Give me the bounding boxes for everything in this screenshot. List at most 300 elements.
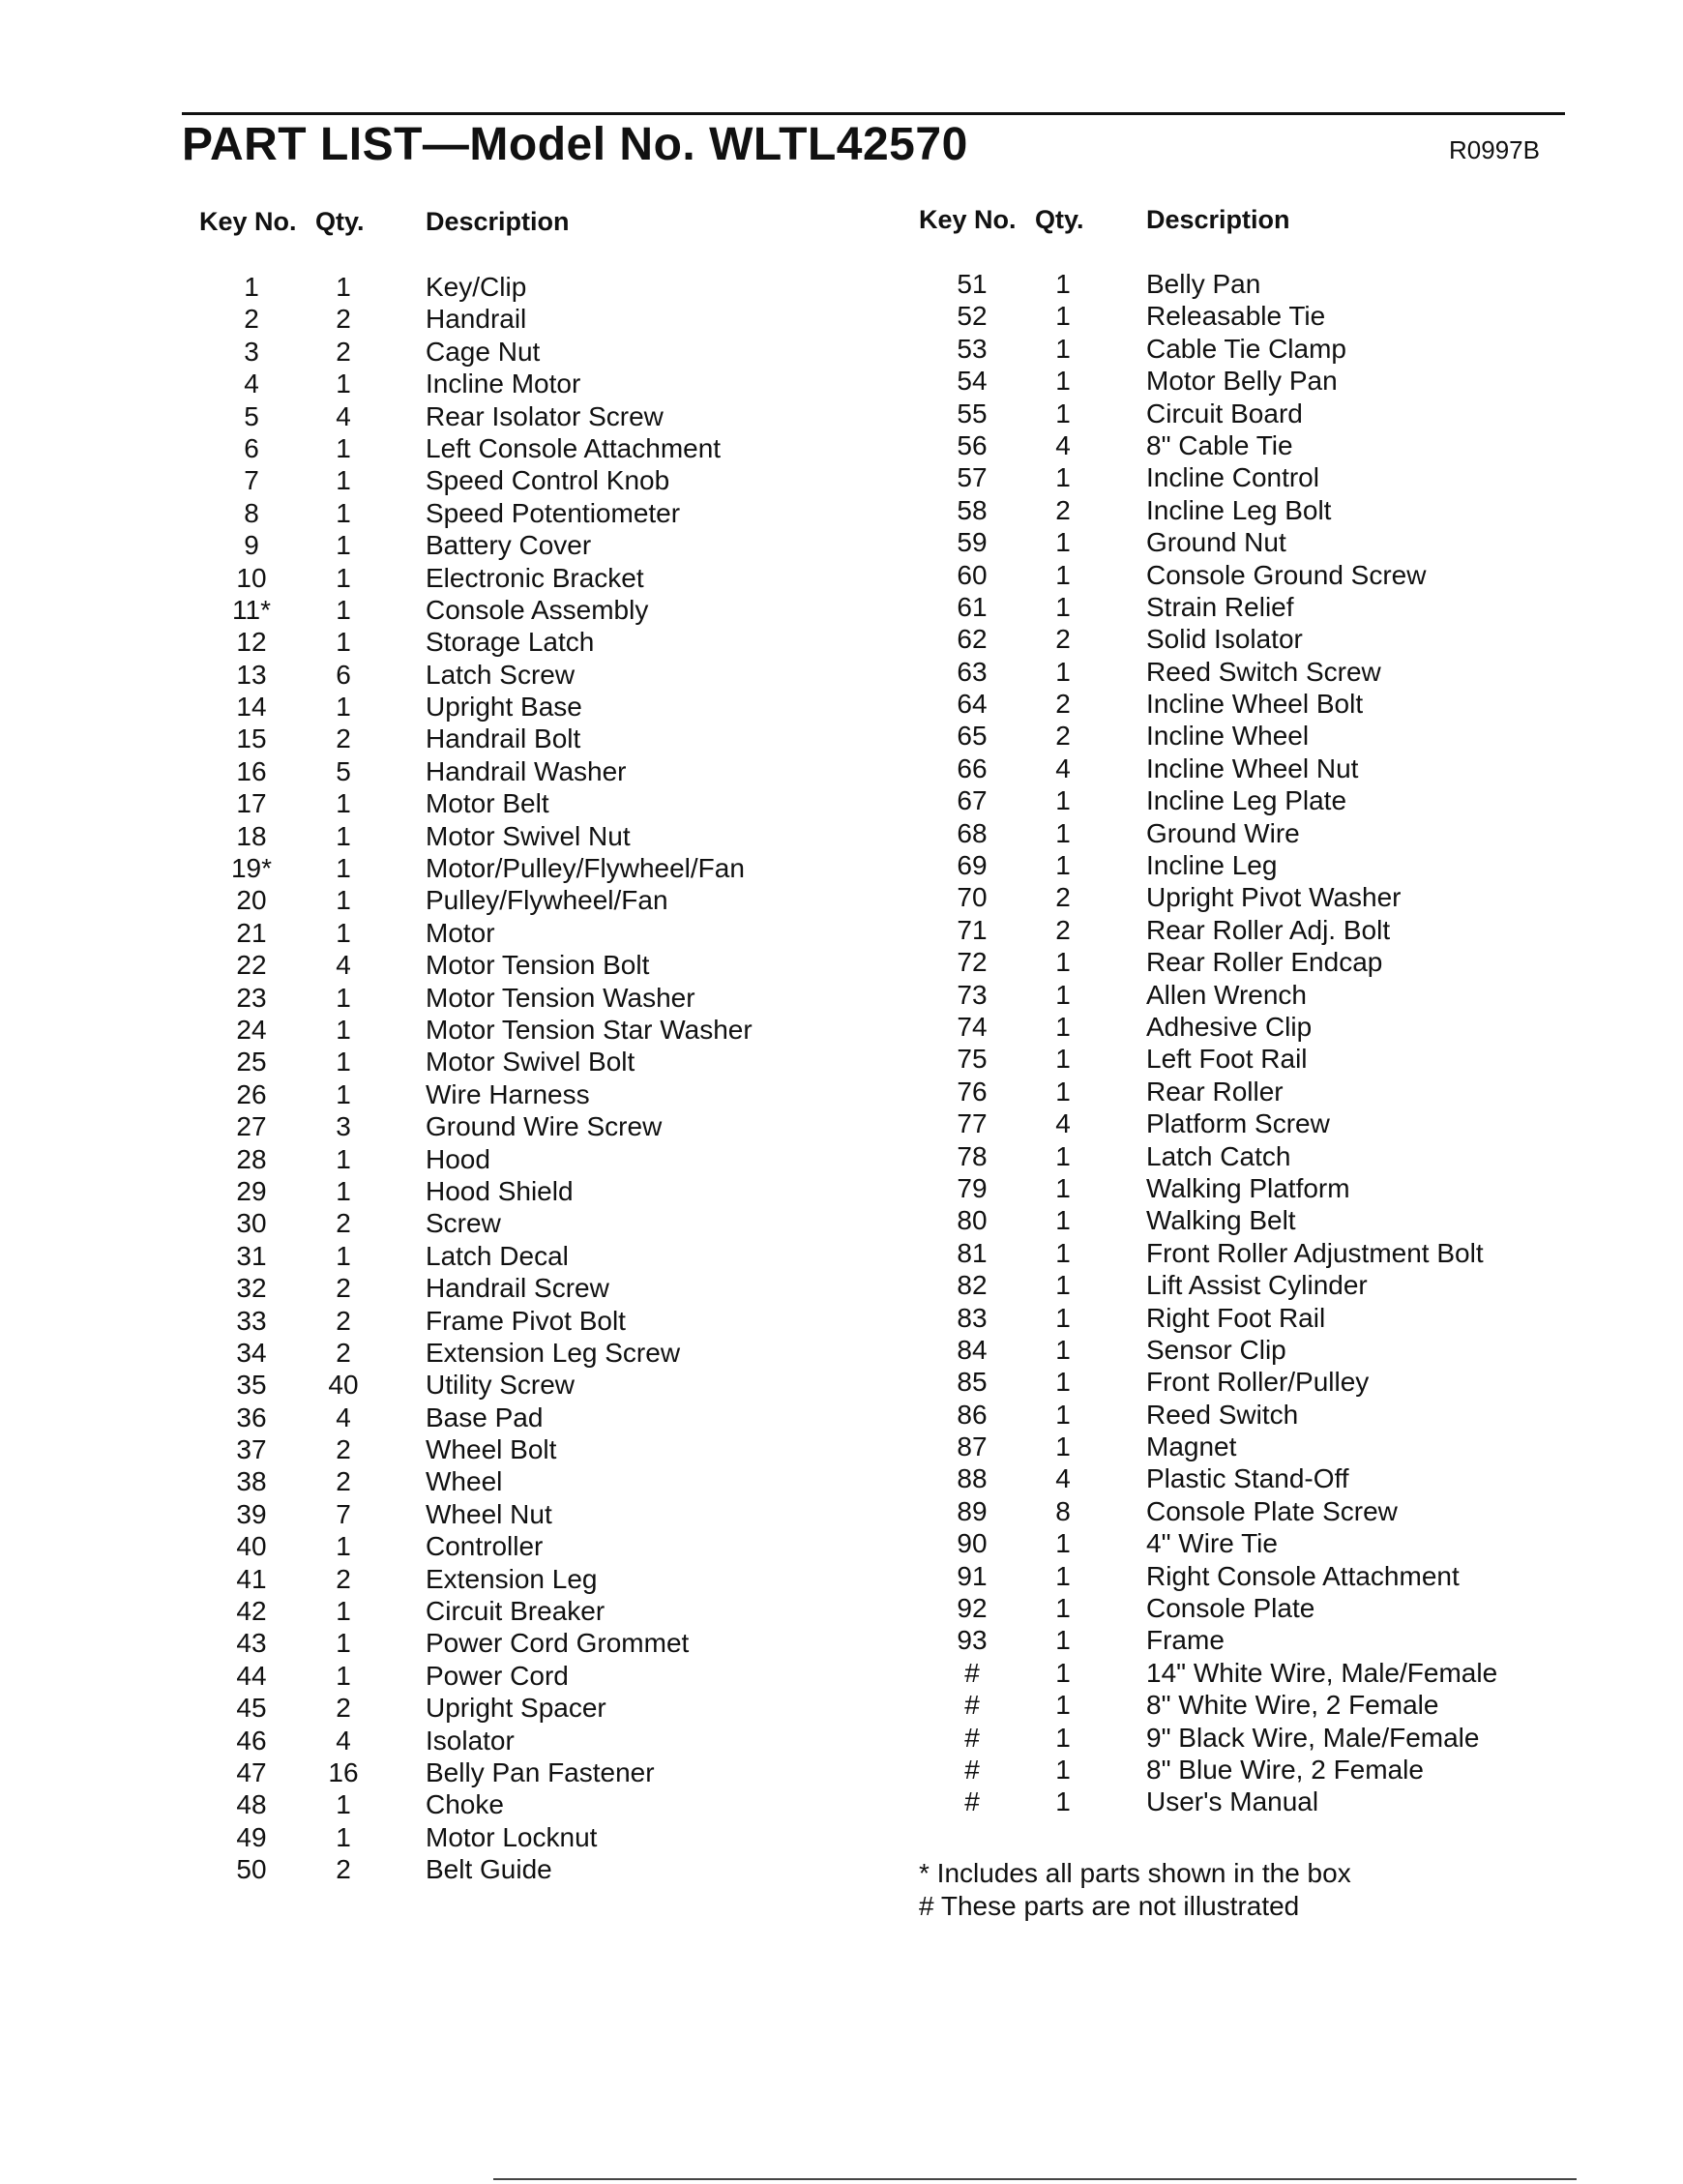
part-key-no: 78 xyxy=(957,1140,988,1171)
part-row xyxy=(842,1172,1683,1204)
part-description: Releasable Tie xyxy=(1146,301,1326,332)
part-key-no: 5 xyxy=(244,400,259,431)
part-row xyxy=(0,787,842,819)
part-description: Sensor Clip xyxy=(1146,1334,1286,1365)
part-key-no: 23 xyxy=(236,982,267,1013)
part-description: Extension Leg xyxy=(426,1563,598,1594)
part-description: Latch Decal xyxy=(426,1240,569,1271)
part-qty: 8 xyxy=(1055,1495,1071,1526)
part-key-no: # xyxy=(964,1722,980,1753)
part-description: Incline Leg Plate xyxy=(1146,785,1347,816)
part-qty: 1 xyxy=(336,1821,351,1852)
part-qty: 1 xyxy=(1055,1367,1071,1398)
part-key-no: 80 xyxy=(957,1205,988,1236)
part-key-no: 72 xyxy=(957,947,988,978)
part-description: Belly Pan Fastener xyxy=(426,1756,655,1787)
part-qty: 1 xyxy=(1055,656,1071,687)
part-key-no: 10 xyxy=(236,562,267,593)
part-row xyxy=(842,1657,1683,1689)
part-key-no: 22 xyxy=(236,950,267,981)
part-description: Speed Potentiometer xyxy=(426,497,681,528)
part-description: 14" White Wire, Male/Female xyxy=(1146,1657,1498,1688)
part-description: Incline Control xyxy=(1146,462,1319,493)
top-rule xyxy=(182,112,1565,115)
part-row xyxy=(842,1560,1683,1592)
part-qty: 1 xyxy=(336,272,351,302)
part-qty: 1 xyxy=(336,627,351,658)
part-row xyxy=(842,656,1683,688)
part-description: Upright Base xyxy=(426,692,582,723)
part-key-no: 2 xyxy=(244,304,259,335)
part-qty: 1 xyxy=(336,594,351,625)
part-description: Platform Screw xyxy=(1146,1108,1330,1139)
part-description: Utility Screw xyxy=(426,1370,576,1401)
part-key-no: 48 xyxy=(236,1789,267,1820)
part-row xyxy=(0,1240,842,1272)
part-description: Upright Pivot Washer xyxy=(1146,882,1402,913)
part-row xyxy=(0,1014,842,1046)
part-description: Front Roller Adjustment Bolt xyxy=(1146,1237,1484,1268)
part-description: Incline Wheel xyxy=(1146,721,1310,752)
part-row xyxy=(842,429,1683,461)
part-key-no: 70 xyxy=(957,882,988,913)
part-description: Screw xyxy=(426,1208,501,1239)
part-description: Incline Wheel Bolt xyxy=(1146,689,1364,720)
part-description: Motor Tension Star Washer xyxy=(426,1014,753,1045)
part-qty: 1 xyxy=(1055,1625,1071,1656)
part-key-no: 52 xyxy=(957,301,988,332)
part-qty: 1 xyxy=(336,1175,351,1206)
part-description: Upright Spacer xyxy=(426,1693,606,1724)
part-key-no: 90 xyxy=(957,1528,988,1559)
part-row xyxy=(842,591,1683,623)
part-description: Key/Clip xyxy=(426,272,527,302)
part-key-no: 71 xyxy=(957,914,988,945)
part-qty: 1 xyxy=(336,820,351,851)
part-row xyxy=(842,688,1683,720)
part-description: Handrail Bolt xyxy=(426,723,581,754)
part-qty: 1 xyxy=(336,885,351,916)
part-description: Front Roller/Pulley xyxy=(1146,1367,1370,1398)
part-row xyxy=(842,623,1683,655)
part-qty: 1 xyxy=(1055,947,1071,978)
part-description: Ground Wire Screw xyxy=(426,1111,663,1142)
part-qty: 1 xyxy=(1055,1044,1071,1075)
part-qty: 4 xyxy=(336,400,351,431)
part-row xyxy=(0,884,842,916)
part-qty: 4 xyxy=(336,1402,351,1432)
part-key-no: 76 xyxy=(957,1076,988,1107)
part-qty: 1 xyxy=(336,1240,351,1271)
part-row xyxy=(842,1204,1683,1236)
part-qty: 1 xyxy=(1055,269,1071,299)
part-row xyxy=(0,723,842,754)
part-row xyxy=(842,720,1683,752)
part-qty: 1 xyxy=(336,692,351,723)
part-qty: 1 xyxy=(1055,1237,1071,1268)
part-qty: 1 xyxy=(1055,1011,1071,1042)
part-key-no: 69 xyxy=(957,850,988,881)
part-key-no: 45 xyxy=(236,1693,267,1724)
part-qty: 1 xyxy=(1055,1431,1071,1462)
part-description: Right Foot Rail xyxy=(1146,1302,1326,1333)
part-qty: 1 xyxy=(336,432,351,463)
part-key-no: # xyxy=(964,1786,980,1817)
part-qty: 2 xyxy=(336,723,351,754)
part-description: Latch Catch xyxy=(1146,1140,1291,1171)
part-key-no: 33 xyxy=(236,1305,267,1336)
part-key-no: 3 xyxy=(244,336,259,367)
part-description: Rear Roller Endcap xyxy=(1146,947,1383,978)
page-title: PART LIST—Model No. WLTL42570 xyxy=(182,119,968,170)
left-qty-header: Qty. xyxy=(315,207,365,236)
part-row xyxy=(0,626,842,658)
part-qty: 1 xyxy=(1055,1334,1071,1365)
part-qty: 1 xyxy=(1055,1754,1071,1785)
part-row xyxy=(0,1402,842,1433)
part-description: Incline Wheel Nut xyxy=(1146,753,1359,783)
part-row xyxy=(0,755,842,787)
part-key-no: 11* xyxy=(232,594,271,625)
part-description: Wire Harness xyxy=(426,1078,590,1109)
part-qty: 1 xyxy=(1055,1593,1071,1624)
part-qty: 1 xyxy=(336,530,351,561)
part-qty: 2 xyxy=(1055,689,1071,720)
part-key-no: 4 xyxy=(244,369,259,399)
part-qty: 1 xyxy=(1055,1560,1071,1591)
part-description: Circuit Board xyxy=(1146,398,1303,428)
part-key-no: 47 xyxy=(236,1756,267,1787)
part-qty: 2 xyxy=(336,304,351,335)
part-description: Controller xyxy=(426,1531,544,1562)
part-key-no: 15 xyxy=(236,723,267,754)
part-row xyxy=(842,1592,1683,1624)
part-description: Walking Platform xyxy=(1146,1172,1350,1203)
part-description: Console Plate xyxy=(1146,1593,1315,1624)
part-row xyxy=(842,1624,1683,1656)
part-qty: 1 xyxy=(1055,817,1071,848)
part-description: Power Cord Grommet xyxy=(426,1628,690,1659)
part-row xyxy=(0,336,842,368)
part-key-no: 79 xyxy=(957,1172,988,1203)
part-qty: 4 xyxy=(336,1725,351,1756)
part-qty: 1 xyxy=(336,1789,351,1820)
part-qty: 2 xyxy=(336,1273,351,1304)
part-row xyxy=(842,526,1683,558)
part-key-no: 31 xyxy=(236,1240,267,1271)
part-description: Rear Roller Adj. Bolt xyxy=(1146,914,1391,945)
part-row xyxy=(842,914,1683,946)
part-description: Reed Switch xyxy=(1146,1399,1299,1430)
part-key-no: 41 xyxy=(236,1563,267,1594)
part-row xyxy=(0,1305,842,1337)
part-key-no: 17 xyxy=(236,788,267,819)
part-row xyxy=(842,1462,1683,1494)
part-qty: 1 xyxy=(336,1047,351,1077)
part-row xyxy=(0,949,842,981)
part-key-no: 40 xyxy=(236,1531,267,1562)
part-description: Motor Belly Pan xyxy=(1146,366,1338,397)
part-row xyxy=(0,1337,842,1369)
part-description: Latch Screw xyxy=(426,659,576,690)
part-description: Isolator xyxy=(426,1725,515,1756)
part-row xyxy=(842,946,1683,978)
part-key-no: 12 xyxy=(236,627,267,658)
part-key-no: 73 xyxy=(957,979,988,1010)
part-row xyxy=(842,1237,1683,1269)
part-description: Solid Isolator xyxy=(1146,624,1303,655)
part-description: Motor Locknut xyxy=(426,1821,598,1852)
part-row xyxy=(0,1175,842,1207)
part-description: Motor Swivel Nut xyxy=(426,820,631,851)
part-qty: 1 xyxy=(1055,1657,1071,1688)
part-row xyxy=(842,1399,1683,1431)
part-row xyxy=(0,1692,842,1724)
part-qty: 1 xyxy=(1055,591,1071,622)
part-row xyxy=(842,1722,1683,1754)
part-key-no: 28 xyxy=(236,1143,267,1174)
part-qty: 1 xyxy=(1055,1786,1071,1817)
part-qty: 1 xyxy=(1055,785,1071,816)
part-description: Wheel Nut xyxy=(426,1498,552,1529)
part-qty: 1 xyxy=(336,497,351,528)
part-key-no: 32 xyxy=(236,1273,267,1304)
part-key-no: 51 xyxy=(957,269,988,299)
part-description: 4" Wire Tie xyxy=(1146,1528,1278,1559)
part-description: Wheel xyxy=(426,1466,503,1497)
part-key-no: 92 xyxy=(957,1593,988,1624)
part-qty: 1 xyxy=(1055,527,1071,558)
part-qty: 1 xyxy=(1055,333,1071,364)
part-qty: 1 xyxy=(1055,850,1071,881)
part-description: Plastic Stand-Off xyxy=(1146,1463,1349,1494)
part-key-no: 65 xyxy=(957,721,988,752)
part-qty: 1 xyxy=(336,562,351,593)
part-row xyxy=(842,1269,1683,1301)
part-row xyxy=(0,562,842,594)
part-row xyxy=(0,432,842,464)
part-row xyxy=(0,1563,842,1595)
part-qty: 1 xyxy=(336,1078,351,1109)
part-key-no: 49 xyxy=(236,1821,267,1852)
part-description: Console Assembly xyxy=(426,594,649,625)
part-key-no: 63 xyxy=(957,656,988,687)
part-key-no: 83 xyxy=(957,1302,988,1333)
part-key-no: 64 xyxy=(957,689,988,720)
part-key-no: 50 xyxy=(236,1854,267,1885)
part-qty: 1 xyxy=(336,465,351,496)
part-qty: 2 xyxy=(336,1693,351,1724)
right-description-header: Description xyxy=(1146,205,1290,234)
part-qty: 1 xyxy=(1055,1690,1071,1721)
part-description: 9" Black Wire, Male/Female xyxy=(1146,1722,1480,1753)
part-key-no: 36 xyxy=(236,1402,267,1432)
part-key-no: 14 xyxy=(236,692,267,723)
part-key-no: 9 xyxy=(244,530,259,561)
right-key-header: Key No. xyxy=(919,205,1017,234)
part-row xyxy=(0,1530,842,1562)
part-description: Choke xyxy=(426,1789,504,1820)
part-key-no: 38 xyxy=(236,1466,267,1497)
part-description: Power Cord xyxy=(426,1660,569,1691)
part-key-no: 26 xyxy=(236,1078,267,1109)
part-key-no: 74 xyxy=(957,1011,988,1042)
part-row xyxy=(842,817,1683,849)
part-description: Handrail Screw xyxy=(426,1273,609,1304)
part-qty: 1 xyxy=(1055,1140,1071,1171)
part-qty: 3 xyxy=(336,1111,351,1142)
part-key-no: 30 xyxy=(236,1208,267,1239)
part-key-no: 37 xyxy=(236,1434,267,1465)
part-key-no: 46 xyxy=(236,1725,267,1756)
part-key-no: 18 xyxy=(236,820,267,851)
part-description: Rear Isolator Screw xyxy=(426,400,664,431)
part-row xyxy=(842,1366,1683,1398)
part-qty: 2 xyxy=(1055,914,1071,945)
part-row xyxy=(0,1433,842,1465)
part-key-no: 34 xyxy=(236,1337,267,1368)
part-row xyxy=(842,1689,1683,1721)
document-code: R0997B xyxy=(1449,135,1540,164)
part-description: Rear Roller xyxy=(1146,1076,1284,1107)
part-row xyxy=(0,1821,842,1853)
part-key-no: 55 xyxy=(957,398,988,428)
part-row xyxy=(0,368,842,399)
part-key-no: 93 xyxy=(957,1625,988,1656)
part-row xyxy=(0,691,842,723)
part-qty: 1 xyxy=(1055,1399,1071,1430)
part-row xyxy=(0,1788,842,1820)
part-row xyxy=(0,1207,842,1239)
part-row xyxy=(0,464,842,496)
part-qty: 1 xyxy=(1055,1722,1071,1753)
part-key-no: 88 xyxy=(957,1463,988,1494)
part-description: Battery Cover xyxy=(426,530,592,561)
part-qty: 1 xyxy=(336,1660,351,1691)
part-description: Lift Assist Cylinder xyxy=(1146,1270,1368,1301)
part-description: Wheel Bolt xyxy=(426,1434,557,1465)
part-description: Allen Wrench xyxy=(1146,979,1308,1010)
part-qty: 1 xyxy=(1055,559,1071,590)
part-description: Right Console Attachment xyxy=(1146,1560,1460,1591)
part-qty: 2 xyxy=(1055,624,1071,655)
part-description: Motor Belt xyxy=(426,788,549,819)
part-row xyxy=(0,659,842,691)
part-row xyxy=(842,494,1683,526)
part-description: Base Pad xyxy=(426,1402,544,1432)
part-description: Speed Control Knob xyxy=(426,465,670,496)
part-row xyxy=(0,271,842,303)
part-key-no: 91 xyxy=(957,1560,988,1591)
part-row xyxy=(0,917,842,949)
part-description: Frame xyxy=(1146,1625,1225,1656)
part-row xyxy=(842,849,1683,881)
part-qty: 2 xyxy=(1055,721,1071,752)
part-qty: 1 xyxy=(1055,398,1071,428)
part-qty: 1 xyxy=(1055,301,1071,332)
part-qty: 6 xyxy=(336,659,351,690)
part-row xyxy=(0,1725,842,1756)
part-qty: 1 xyxy=(336,369,351,399)
part-key-no: 1 xyxy=(244,272,259,302)
part-qty: 1 xyxy=(336,1014,351,1045)
part-description: Motor/Pulley/Flywheel/Fan xyxy=(426,853,745,884)
part-key-no: 59 xyxy=(957,527,988,558)
part-row xyxy=(842,1140,1683,1172)
part-row xyxy=(0,1046,842,1077)
part-description: Motor Tension Washer xyxy=(426,982,695,1013)
part-qty: 4 xyxy=(1055,753,1071,783)
part-qty: 1 xyxy=(336,853,351,884)
part-row xyxy=(842,1011,1683,1043)
part-row xyxy=(0,820,842,852)
part-row xyxy=(0,1143,842,1175)
part-key-no: 43 xyxy=(236,1628,267,1659)
part-description: Circuit Breaker xyxy=(426,1596,605,1627)
part-key-no: 85 xyxy=(957,1367,988,1398)
footnote-asterisk: * Includes all parts shown in the box xyxy=(919,1858,1351,1888)
part-qty: 1 xyxy=(336,1531,351,1562)
part-description: Left Foot Rail xyxy=(1146,1044,1308,1075)
bottom-rule xyxy=(493,2178,1577,2180)
part-row xyxy=(842,1495,1683,1527)
part-row xyxy=(0,497,842,529)
part-key-no: 60 xyxy=(957,559,988,590)
part-row xyxy=(0,303,842,335)
part-key-no: 68 xyxy=(957,817,988,848)
part-description: Hood xyxy=(426,1143,490,1174)
part-description: Handrail xyxy=(426,304,527,335)
part-qty: 40 xyxy=(328,1370,359,1401)
left-key-header: Key No. xyxy=(199,207,297,236)
part-description: Reed Switch Screw xyxy=(1146,656,1381,687)
part-row xyxy=(0,1660,842,1692)
part-key-no: 27 xyxy=(236,1111,267,1142)
part-description: 8" Cable Tie xyxy=(1146,429,1293,460)
part-description: Electronic Bracket xyxy=(426,562,644,593)
part-description: Storage Latch xyxy=(426,627,595,658)
part-row xyxy=(0,1498,842,1530)
part-qty: 1 xyxy=(336,1143,351,1174)
part-qty: 2 xyxy=(1055,494,1071,525)
part-row xyxy=(842,784,1683,816)
part-qty: 4 xyxy=(336,950,351,981)
part-description: Left Console Attachment xyxy=(426,432,722,463)
part-key-no: 25 xyxy=(236,1047,267,1077)
part-qty: 2 xyxy=(336,1305,351,1336)
part-qty: 1 xyxy=(1055,1076,1071,1107)
part-description: Handrail Washer xyxy=(426,755,627,786)
part-row xyxy=(842,365,1683,397)
part-row xyxy=(0,1853,842,1885)
part-key-no: 42 xyxy=(236,1596,267,1627)
part-row xyxy=(842,753,1683,784)
part-row xyxy=(842,979,1683,1011)
part-qty: 4 xyxy=(1055,1463,1071,1494)
part-row xyxy=(0,400,842,432)
part-description: Cable Tie Clamp xyxy=(1146,333,1346,364)
part-row xyxy=(0,1756,842,1788)
part-description: Belly Pan xyxy=(1146,269,1261,299)
part-description: Magnet xyxy=(1146,1431,1237,1462)
part-row xyxy=(842,559,1683,591)
part-row xyxy=(0,1595,842,1627)
part-description: Motor Tension Bolt xyxy=(426,950,650,981)
part-qty: 1 xyxy=(1055,1172,1071,1203)
part-key-no: 53 xyxy=(957,333,988,364)
part-description: Belt Guide xyxy=(426,1854,552,1885)
part-description: Strain Relief xyxy=(1146,591,1294,622)
